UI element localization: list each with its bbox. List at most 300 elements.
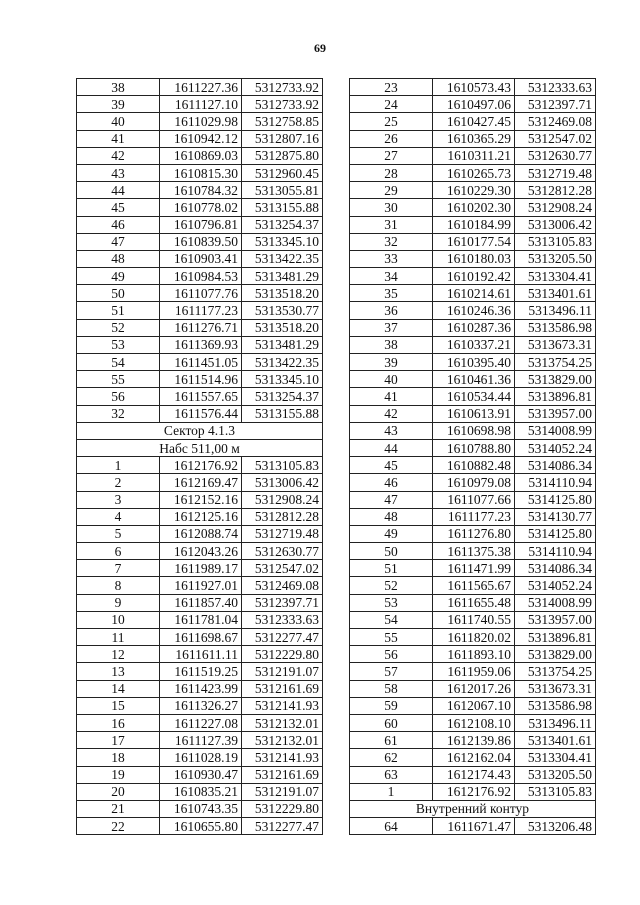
point-number-cell: 35 [350,285,433,302]
table-row [350,164,596,181]
y-coordinate-cell: 5312132.01 [242,714,323,731]
point-number-cell: 24 [350,96,433,113]
table-row [350,714,596,731]
point-number-cell: 52 [350,577,433,594]
y-coordinate-cell: 5312719.48 [242,525,323,542]
y-coordinate-cell: 5312141.93 [242,749,323,766]
y-coordinate-cell: 5312333.63 [242,611,323,628]
page-number: 69 [314,41,326,55]
point-number-cell: 50 [350,543,433,560]
table-row [350,354,596,371]
table-row [350,629,596,646]
x-coordinate-cell: 1610180.03 [433,250,515,267]
x-coordinate-cell: 1612169.47 [160,474,242,491]
x-coordinate-cell: 1610788.80 [433,439,515,456]
table-row [77,680,323,697]
point-number-cell: 38 [77,79,160,96]
y-coordinate-cell: 5312733.92 [242,96,323,113]
x-coordinate-cell: 1611698.67 [160,629,242,646]
point-number-cell: 56 [77,388,160,405]
y-coordinate-cell: 5312191.07 [242,663,323,680]
x-coordinate-cell: 1611857.40 [160,594,242,611]
y-coordinate-cell: 5313105.83 [515,233,596,250]
table-row [77,525,323,542]
section-title: Внутренний контур [350,800,596,817]
section-header-row [350,800,596,817]
x-coordinate-cell: 1611671.47 [433,818,515,835]
y-coordinate-cell: 5313496.11 [515,714,596,731]
x-coordinate-cell: 1611177.23 [433,508,515,525]
y-coordinate-cell: 5312191.07 [242,783,323,800]
section-title: Набс 511,00 м [77,439,323,456]
x-coordinate-cell: 1611177.23 [160,302,242,319]
point-number-cell: 63 [350,766,433,783]
point-number-cell: 41 [350,388,433,405]
y-coordinate-cell: 5312758.85 [242,113,323,130]
x-coordinate-cell: 1611740.55 [433,611,515,628]
x-coordinate-cell: 1611611.11 [160,646,242,663]
x-coordinate-cell: 1611655.48 [433,594,515,611]
table-row [77,199,323,216]
x-coordinate-cell: 1612174.43 [433,766,515,783]
table-row [350,96,596,113]
table-row [350,818,596,835]
x-coordinate-cell: 1612125.16 [160,508,242,525]
table-row [77,250,323,267]
x-coordinate-cell: 1610265.73 [433,164,515,181]
x-coordinate-cell: 1610613.91 [433,405,515,422]
table-row [77,319,323,336]
y-coordinate-cell: 5313006.42 [242,474,323,491]
x-coordinate-cell: 1610287.36 [433,319,515,336]
x-coordinate-cell: 1612176.92 [433,783,515,800]
point-number-cell: 26 [350,130,433,147]
x-coordinate-cell: 1611369.93 [160,336,242,353]
point-number-cell: 36 [350,302,433,319]
y-coordinate-cell: 5312908.24 [242,491,323,508]
table-row [350,285,596,302]
point-number-cell: 54 [77,354,160,371]
x-coordinate-cell: 1611820.02 [433,629,515,646]
point-number-cell: 7 [77,560,160,577]
table-row [77,147,323,164]
x-coordinate-cell: 1610246.36 [433,302,515,319]
x-coordinate-cell: 1611028.19 [160,749,242,766]
x-coordinate-cell: 1611514.96 [160,371,242,388]
y-coordinate-cell: 5312141.93 [242,697,323,714]
table-row [350,766,596,783]
x-coordinate-cell: 1612139.86 [433,732,515,749]
table-row [350,371,596,388]
y-coordinate-cell: 5312630.77 [515,147,596,164]
y-coordinate-cell: 5313673.31 [515,680,596,697]
point-number-cell: 57 [350,663,433,680]
y-coordinate-cell: 5313829.00 [515,646,596,663]
y-coordinate-cell: 5312733.92 [242,79,323,96]
table-row [77,560,323,577]
y-coordinate-cell: 5312547.02 [242,560,323,577]
y-coordinate-cell: 5314125.80 [515,525,596,542]
table-row [77,79,323,96]
point-number-cell: 62 [350,749,433,766]
table-row [350,268,596,285]
y-coordinate-cell: 5314130.77 [515,508,596,525]
table-row [350,749,596,766]
table-row [77,96,323,113]
point-number-cell: 32 [77,405,160,422]
point-number-cell: 55 [350,629,433,646]
table-row [350,697,596,714]
y-coordinate-cell: 5314125.80 [515,491,596,508]
y-coordinate-cell: 5313254.37 [242,388,323,405]
point-number-cell: 61 [350,732,433,749]
point-number-cell: 47 [77,233,160,250]
table-row [77,113,323,130]
y-coordinate-cell: 5313345.10 [242,233,323,250]
x-coordinate-cell: 1610655.80 [160,818,242,835]
x-coordinate-cell: 1611959.06 [433,663,515,680]
point-number-cell: 54 [350,611,433,628]
table-row [350,147,596,164]
point-number-cell: 40 [350,371,433,388]
y-coordinate-cell: 5313829.00 [515,371,596,388]
y-coordinate-cell: 5313586.98 [515,319,596,336]
table-row [77,714,323,731]
y-coordinate-cell: 5312469.08 [515,113,596,130]
x-coordinate-cell: 1610192.42 [433,268,515,285]
point-number-cell: 64 [350,818,433,835]
x-coordinate-cell: 1610184.99 [433,216,515,233]
point-number-cell: 13 [77,663,160,680]
y-coordinate-cell: 5312812.28 [515,182,596,199]
point-number-cell: 58 [350,680,433,697]
x-coordinate-cell: 1611557.65 [160,388,242,405]
table-row [350,422,596,439]
y-coordinate-cell: 5312161.69 [242,766,323,783]
point-number-cell: 16 [77,714,160,731]
y-coordinate-cell: 5312719.48 [515,164,596,181]
y-coordinate-cell: 5312812.28 [242,508,323,525]
point-number-cell: 43 [77,164,160,181]
section-header-row [77,422,323,439]
y-coordinate-cell: 5313055.81 [242,182,323,199]
y-coordinate-cell: 5312397.71 [242,594,323,611]
x-coordinate-cell: 1611893.10 [433,646,515,663]
point-number-cell: 60 [350,714,433,731]
x-coordinate-cell: 1612043.26 [160,543,242,560]
y-coordinate-cell: 5313155.88 [242,199,323,216]
x-coordinate-cell: 1612017.26 [433,680,515,697]
point-number-cell: 45 [350,457,433,474]
y-coordinate-cell: 5312807.16 [242,130,323,147]
coordinates-table-left [76,78,323,835]
table-row [77,732,323,749]
point-number-cell: 19 [77,766,160,783]
point-number-cell: 33 [350,250,433,267]
point-number-cell: 31 [350,216,433,233]
x-coordinate-cell: 1610984.53 [160,268,242,285]
x-coordinate-cell: 1611519.25 [160,663,242,680]
x-coordinate-cell: 1612162.04 [433,749,515,766]
point-number-cell: 46 [77,216,160,233]
point-number-cell: 47 [350,491,433,508]
x-coordinate-cell: 1610337.21 [433,336,515,353]
table-row [77,697,323,714]
x-coordinate-cell: 1610698.98 [433,422,515,439]
y-coordinate-cell: 5312397.71 [515,96,596,113]
x-coordinate-cell: 1610903.41 [160,250,242,267]
point-number-cell: 49 [350,525,433,542]
point-number-cell: 23 [350,79,433,96]
x-coordinate-cell: 1610796.81 [160,216,242,233]
y-coordinate-cell: 5313006.42 [515,216,596,233]
table-row [77,354,323,371]
table-row [350,611,596,628]
x-coordinate-cell: 1611127.10 [160,96,242,113]
table-row [77,130,323,147]
y-coordinate-cell: 5313518.20 [242,285,323,302]
table-row [350,233,596,250]
x-coordinate-cell: 1611989.17 [160,560,242,577]
y-coordinate-cell: 5313206.48 [515,818,596,835]
y-coordinate-cell: 5313254.37 [242,216,323,233]
x-coordinate-cell: 1611127.39 [160,732,242,749]
table-row [350,79,596,96]
y-coordinate-cell: 5313754.25 [515,354,596,371]
point-number-cell: 59 [350,697,433,714]
y-coordinate-cell: 5313957.00 [515,611,596,628]
point-number-cell: 2 [77,474,160,491]
point-number-cell: 4 [77,508,160,525]
table-row [350,594,596,611]
x-coordinate-cell: 1612088.74 [160,525,242,542]
y-coordinate-cell: 5313105.83 [515,783,596,800]
table-row [77,233,323,250]
x-coordinate-cell: 1610461.36 [433,371,515,388]
y-coordinate-cell: 5314008.99 [515,594,596,611]
y-coordinate-cell: 5314052.24 [515,439,596,456]
table-row [77,663,323,680]
point-number-cell: 25 [350,113,433,130]
y-coordinate-cell: 5312161.69 [242,680,323,697]
point-number-cell: 51 [77,302,160,319]
point-number-cell: 22 [77,818,160,835]
x-coordinate-cell: 1611781.04 [160,611,242,628]
table-row [350,439,596,456]
table-row [350,491,596,508]
point-number-cell: 55 [77,371,160,388]
point-number-cell: 39 [350,354,433,371]
point-number-cell: 40 [77,113,160,130]
y-coordinate-cell: 5312277.47 [242,629,323,646]
point-number-cell: 43 [350,422,433,439]
x-coordinate-cell: 1610365.29 [433,130,515,147]
y-coordinate-cell: 5312630.77 [242,543,323,560]
point-number-cell: 12 [77,646,160,663]
table-row [77,491,323,508]
y-coordinate-cell: 5314086.34 [515,560,596,577]
coordinates-table-right [349,78,596,835]
table-row [77,577,323,594]
point-number-cell: 42 [77,147,160,164]
point-number-cell: 38 [350,336,433,353]
table-row [350,525,596,542]
y-coordinate-cell: 5313105.83 [242,457,323,474]
point-number-cell: 53 [77,336,160,353]
section-header-row [77,439,323,456]
x-coordinate-cell: 1611471.99 [433,560,515,577]
point-number-cell: 37 [350,319,433,336]
y-coordinate-cell: 5312229.80 [242,646,323,663]
y-coordinate-cell: 5312547.02 [515,130,596,147]
x-coordinate-cell: 1610743.35 [160,800,242,817]
y-coordinate-cell: 5312132.01 [242,732,323,749]
y-coordinate-cell: 5312333.63 [515,79,596,96]
table-row [77,302,323,319]
table-row [77,646,323,663]
x-coordinate-cell: 1612067.10 [433,697,515,714]
point-number-cell: 44 [350,439,433,456]
y-coordinate-cell: 5313304.41 [515,268,596,285]
table-row [350,250,596,267]
y-coordinate-cell: 5313754.25 [515,663,596,680]
y-coordinate-cell: 5312469.08 [242,577,323,594]
x-coordinate-cell: 1610311.21 [433,147,515,164]
x-coordinate-cell: 1610534.44 [433,388,515,405]
table-row [350,732,596,749]
y-coordinate-cell: 5313422.35 [242,250,323,267]
table-row [350,216,596,233]
x-coordinate-cell: 1611576.44 [160,405,242,422]
y-coordinate-cell: 5313481.29 [242,336,323,353]
table-row [350,302,596,319]
x-coordinate-cell: 1610979.08 [433,474,515,491]
point-number-cell: 15 [77,697,160,714]
x-coordinate-cell: 1612108.10 [433,714,515,731]
table-row [350,388,596,405]
y-coordinate-cell: 5313530.77 [242,302,323,319]
x-coordinate-cell: 1610835.21 [160,783,242,800]
x-coordinate-cell: 1610229.30 [433,182,515,199]
y-coordinate-cell: 5313481.29 [242,268,323,285]
x-coordinate-cell: 1612152.16 [160,491,242,508]
y-coordinate-cell: 5313957.00 [515,405,596,422]
table-row [77,164,323,181]
table-row [77,783,323,800]
table-row [350,663,596,680]
y-coordinate-cell: 5312908.24 [515,199,596,216]
y-coordinate-cell: 5313496.11 [515,302,596,319]
point-number-cell: 44 [77,182,160,199]
x-coordinate-cell: 1610573.43 [433,79,515,96]
point-number-cell: 48 [350,508,433,525]
table-row [77,457,323,474]
point-number-cell: 49 [77,268,160,285]
point-number-cell: 8 [77,577,160,594]
table-row [350,405,596,422]
y-coordinate-cell: 5313401.61 [515,732,596,749]
table-row [350,646,596,663]
point-number-cell: 9 [77,594,160,611]
point-number-cell: 6 [77,543,160,560]
y-coordinate-cell: 5313673.31 [515,336,596,353]
x-coordinate-cell: 1610882.48 [433,457,515,474]
y-coordinate-cell: 5313586.98 [515,697,596,714]
y-coordinate-cell: 5313422.35 [242,354,323,371]
point-number-cell: 53 [350,594,433,611]
y-coordinate-cell: 5313518.20 [242,319,323,336]
point-number-cell: 20 [77,783,160,800]
y-coordinate-cell: 5313155.88 [242,405,323,422]
x-coordinate-cell: 1610930.47 [160,766,242,783]
point-number-cell: 46 [350,474,433,491]
table-row [350,182,596,199]
point-number-cell: 28 [350,164,433,181]
x-coordinate-cell: 1611276.71 [160,319,242,336]
y-coordinate-cell: 5312277.47 [242,818,323,835]
x-coordinate-cell: 1611077.76 [160,285,242,302]
point-number-cell: 52 [77,319,160,336]
table-row [77,371,323,388]
table-row [77,405,323,422]
y-coordinate-cell: 5312229.80 [242,800,323,817]
x-coordinate-cell: 1610214.61 [433,285,515,302]
y-coordinate-cell: 5313304.41 [515,749,596,766]
table-row [350,680,596,697]
x-coordinate-cell: 1610778.02 [160,199,242,216]
table-row [77,216,323,233]
table-row [77,388,323,405]
table-row [350,319,596,336]
y-coordinate-cell: 5314008.99 [515,422,596,439]
x-coordinate-cell: 1611927.01 [160,577,242,594]
table-row [350,783,596,800]
x-coordinate-cell: 1611451.05 [160,354,242,371]
x-coordinate-cell: 1610942.12 [160,130,242,147]
table-row [350,130,596,147]
table-row [350,199,596,216]
y-coordinate-cell: 5313896.81 [515,388,596,405]
table-row [77,543,323,560]
x-coordinate-cell: 1610497.06 [433,96,515,113]
point-number-cell: 17 [77,732,160,749]
table-row [77,749,323,766]
table-row [350,336,596,353]
y-coordinate-cell: 5314110.94 [515,474,596,491]
x-coordinate-cell: 1611423.99 [160,680,242,697]
table-row [77,336,323,353]
x-coordinate-cell: 1610395.40 [433,354,515,371]
table-row [77,268,323,285]
x-coordinate-cell: 1610177.54 [433,233,515,250]
table-row [77,818,323,835]
x-coordinate-cell: 1611227.36 [160,79,242,96]
point-number-cell: 32 [350,233,433,250]
table-row [77,594,323,611]
table-row [77,182,323,199]
table-row [77,474,323,491]
x-coordinate-cell: 1610815.30 [160,164,242,181]
point-number-cell: 30 [350,199,433,216]
x-coordinate-cell: 1611077.66 [433,491,515,508]
table-row [77,766,323,783]
x-coordinate-cell: 1610427.45 [433,113,515,130]
y-coordinate-cell: 5313401.61 [515,285,596,302]
point-number-cell: 1 [350,783,433,800]
table-row [77,611,323,628]
x-coordinate-cell: 1611375.38 [433,543,515,560]
point-number-cell: 5 [77,525,160,542]
